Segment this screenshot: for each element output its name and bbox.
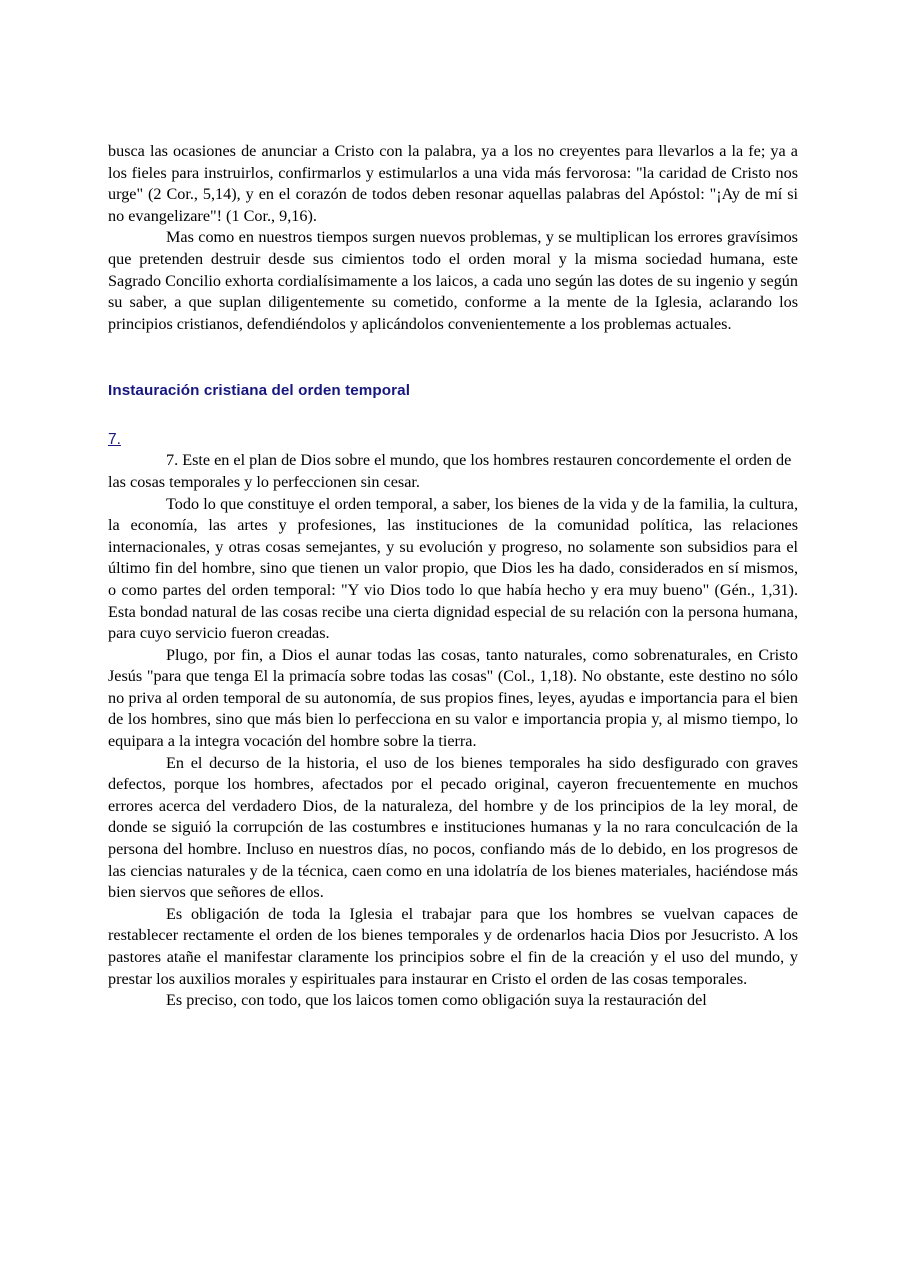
document-text-column [108, 141, 798, 1012]
paragraph-todo-lo-que: Todo lo que constituye el orden temporal, a saber, los bienes de la vida y de la familia, la cultura, la economía, las artes y profesiones, las instituciones de la comunidad política, las relaciones internacionales, y otras cosas semejantes, y su evolución y progreso, no solamente son subsidios para el último fin del hombre, sino que tienen un valor propio, que Dios les ha dado, considerados en sí mismos, o como partes del orden temporal: "Y vio Dios todo lo que había hecho y era muy bueno" (Gén., 1,31). Esta bondad natural de las cosas recibe una cierta dignidad especial de su relación con la persona humana, para cuyo servicio fueron creadas. [108, 494, 798, 643]
paragraph-mas-como: Mas como en nuestros tiempos surgen nuevos problemas, y se multiplican los errores gravísimos que pretenden destruir desde sus cimientos todo el orden moral y la misma sociedad humana, este Sagrado Concilio exhorta cordialísimamente a los laicos, a cada uno según las dotes de su ingenio y según su saber, a que suplan diligentemente su cometido, conforme a la mente de la Iglesia, aclarando los principios cristianos, defendiéndolos y aplicándolos convenientemente a los problemas actuales. [108, 228, 798, 333]
paragraph-7-intro: 7. Este en el plan de Dios sobre el mundo, que los hombres restauren concordemente el orden de las cosas temporales y lo perfeccionen sin cesar. [108, 451, 792, 491]
section-heading-block [108, 381, 798, 401]
section-heading: Instauración cristiana del orden temporal [108, 382, 411, 400]
section-number-link[interactable]: 7. [108, 431, 121, 449]
section-number-block [108, 430, 798, 450]
paragraph-en-el-decurso: En el decurso de la historia, el uso de los bienes temporales ha sido desfigurado con graves defectos, porque los hombres, afectados por el pecado original, cayeron frecuentemente en muchos errores acerca del verdadero Dios, de la naturaleza, del hombre y de los principios de la ley moral, de donde se siguió la corrupción de las costumbres e instituciones humanas y la no rara conculcación de la persona del hombre. Incluso en nuestros días, no pocos, confiando más de lo debido, en los progresos de las ciencias naturales y de la técnica, caen como en una idolatría de los bienes materiales, haciéndose más bien siervos que señores de ellos. [108, 753, 798, 902]
paragraph-es-preciso: Es preciso, con todo, que los laicos tomen como obligación suya la restauración del [166, 991, 707, 1010]
paragraph-es-obligacion: Es obligación de toda la Iglesia el trabajar para que los hombres se vuelvan capaces de restablecer rectamente el orden de los bienes temporales y de ordenarlos hacia Dios por Jesucristo. A los pastores atañe el manifestar claramente los principios sobre el fin de la creación y el uso del mundo, y prestar los auxilios morales y espirituales para instaurar en Cristo el orden de las cosas temporales. [108, 904, 798, 988]
paragraph-continued: busca las ocasiones de anunciar a Cristo con la palabra, ya a los no creyentes para llevarlos a la fe; ya a los fieles para instruirlos, confirmarlos y estimularlos a una vida más fervorosa: "la caridad de Cristo nos urge" (2 Cor., 5,14), y en el corazón de todos deben resonar aquellas palabras del Apóstol: "¡Ay de mí si no evangelizare"! (1 Cor., 9,16). [108, 142, 798, 225]
paragraph-plugo: Plugo, por fin, a Dios el aunar todas las cosas, tanto naturales, como sobrenaturales, en Cristo Jesús "para que tenga El la primacía sobre todas las cosas" (Col., 1,18). No obstante, este destino no sólo no priva al orden temporal de su autonomía, de sus propios fines, leyes, ayudas e importancia para el bien de los hombres, sino que más bien lo perfecciona en su valor e importancia propia y, al mismo tiempo, lo equipara a la integra vocación del hombre sobre la tierra. [108, 645, 798, 751]
